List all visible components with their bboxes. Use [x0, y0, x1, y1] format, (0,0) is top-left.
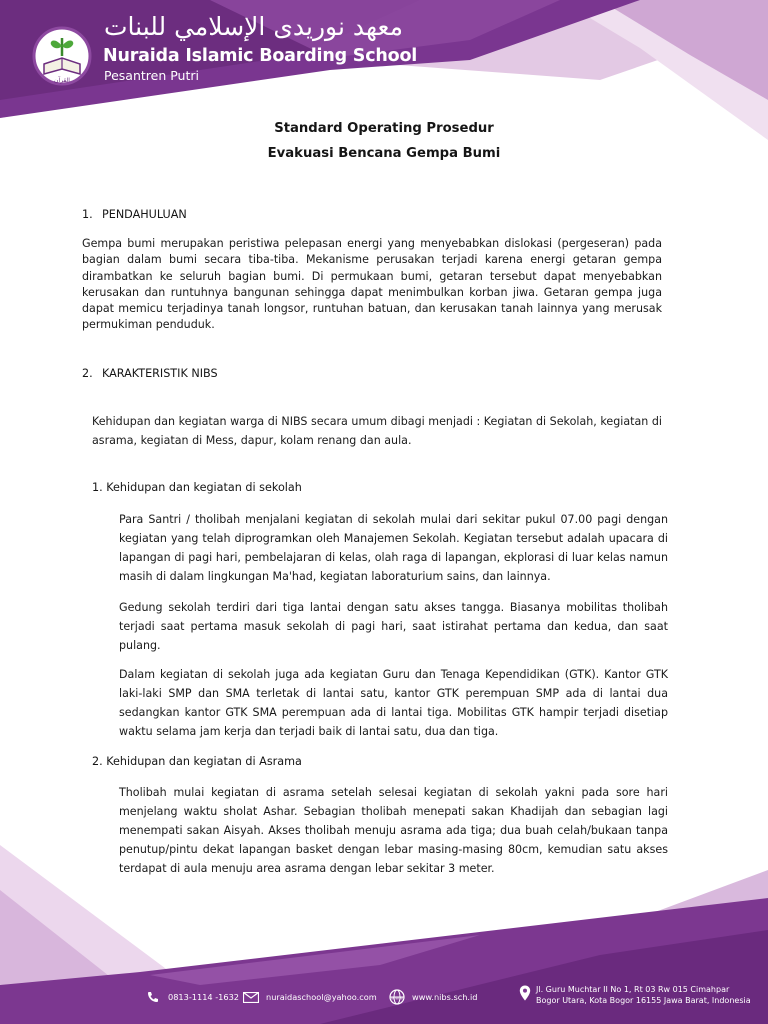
section1-paragraph: Gempa bumi merupakan peristiwa pelepasan energi yang menyebabkan dislokasi (pergeseran) pada bagian dalam bumi secara tiba-tiba. Mekanisme perusakan terjadi karena energi getaran gempa dirambatkan ke seluruh bagian bumi. Di permukaan bumi, getaran tersebut dapat menyebabkan kerusakan dan runtuhnya bangunan sehingga dapat menimbulkan korban jiwa. Getaran gempa juga dapat memicu terjadinya tanah longsor, runtuhan batuan, dan kerusakan tanah lainnya yang merusak permukiman penduduk.	[82, 237, 662, 332]
svg-text:القرآن: القرآن	[54, 77, 70, 84]
footer-email-text[interactable]: nuraidaschool@yahoo.com	[266, 992, 377, 1002]
footer-address	[536, 984, 751, 1006]
subsection2-heading: 2. Kehidupan dan kegiatan di Asrama	[92, 755, 302, 768]
school-logo	[30, 24, 94, 88]
subsection2-paragraph1: Tholibah mulai kegiatan di asrama setelah selesai kegiatan di sekolah yakni pada sore hari menjelang waktu sholat Ashar. Sebagian tholibah menepati sakan Khadijah dan sebagian lagi menempati sakan Aisyah. Akses tholibah menuju asrama ada tiga; dua buah celah/bukaan tanpa penutup/pintu dekat lapangan basket dengan lebar masing-masing 80cm, kemudian satu akses terdapat di aula menuju area asrama dengan lebar sekitar 3 meter.	[119, 786, 668, 875]
school-name: Nuraida Islamic Boarding School	[103, 46, 418, 66]
subsection1-paragraph2: Gedung sekolah terdiri dari tiga lantai dengan satu akses tangga. Biasanya mobilitas tholibah terjadi saat pertama masuk sekolah di pagi hari, saat istirahat pertama dan kedua, dan saat pulang.	[119, 601, 668, 652]
section2-intro: Kehidupan dan kegiatan warga di NIBS secara umum dibagi menjadi : Kegiatan di Sekolah, kegiatan di asrama, kegiatan di Mess, dapur, kolam renang dan aula.	[92, 415, 662, 447]
subsection1-heading: 1. Kehidupan dan kegiatan di sekolah	[92, 481, 302, 494]
subsection1-paragraph1: Para Santri / tholibah menjalani kegiatan di sekolah mulai dari sekitar pukul 07.00 pagi dengan kegiatan yang telah diprogramkan oleh Manajemen Sekolah. Kegiatan tersebut adalah upacara di lapangan di pagi hari, pembelajaran di kelas, olah raga di lapangan, ekplorasi di luar kelas namun masih di dalam lingkungan Ma'had, kegiatan laboraturium sains, dan lainnya.	[119, 513, 668, 583]
section2-number: 2.	[82, 367, 93, 380]
phone-icon	[144, 990, 162, 1004]
footer-phone-text: 0813-1114 -1632	[168, 992, 240, 1002]
school-name-arabic: معهد نوريدى الإسلامي للبنات	[104, 12, 403, 41]
globe-icon	[388, 990, 406, 1004]
location-icon	[516, 986, 534, 1000]
footer-website-text[interactable]: www.nibs.sch.id	[412, 992, 478, 1002]
footer-phone	[144, 990, 239, 1004]
footer-email[interactable]	[242, 990, 377, 1004]
section2-heading	[82, 367, 218, 380]
svg-text:www: www	[390, 995, 404, 1002]
section1-heading	[82, 208, 187, 221]
footer-website[interactable]	[388, 990, 478, 1004]
subsection1-paragraph3: Dalam kegiatan di sekolah juga ada kegiatan Guru dan Tenaga Kependidikan (GTK). Kantor GTK laki-laki SMP dan SMA terletak di lantai satu, kantor GTK perempuan SMP ada di lantai dua sedangkan kantor GTK SMA perempuan ada di lantai tiga. Mobilitas GTK hampir terjadi disetiap waktu selama jam kerja dan terjadi baik di lantai satu, dua dan tiga.	[119, 668, 668, 738]
footer-address-line1: Jl. Guru Muchtar II No 1, Rt 03 Rw 015 Cimahpar	[536, 985, 730, 994]
section1-number: 1.	[82, 208, 93, 221]
document-title-line1: Standard Operating Prosedur	[274, 121, 494, 136]
document-title-line2: Evakuasi Bencana Gempa Bumi	[267, 146, 501, 161]
school-subtitle: Pesantren Putri	[104, 68, 199, 83]
mail-icon	[242, 990, 260, 1004]
footer-address-line2: Bogor Utara, Kota Bogor 16155 Jawa Barat, Indonesia	[536, 996, 751, 1005]
section2-heading-text: KARAKTERISTIK NIBS	[102, 367, 218, 380]
section1-heading-text: PENDAHULUAN	[102, 208, 187, 221]
